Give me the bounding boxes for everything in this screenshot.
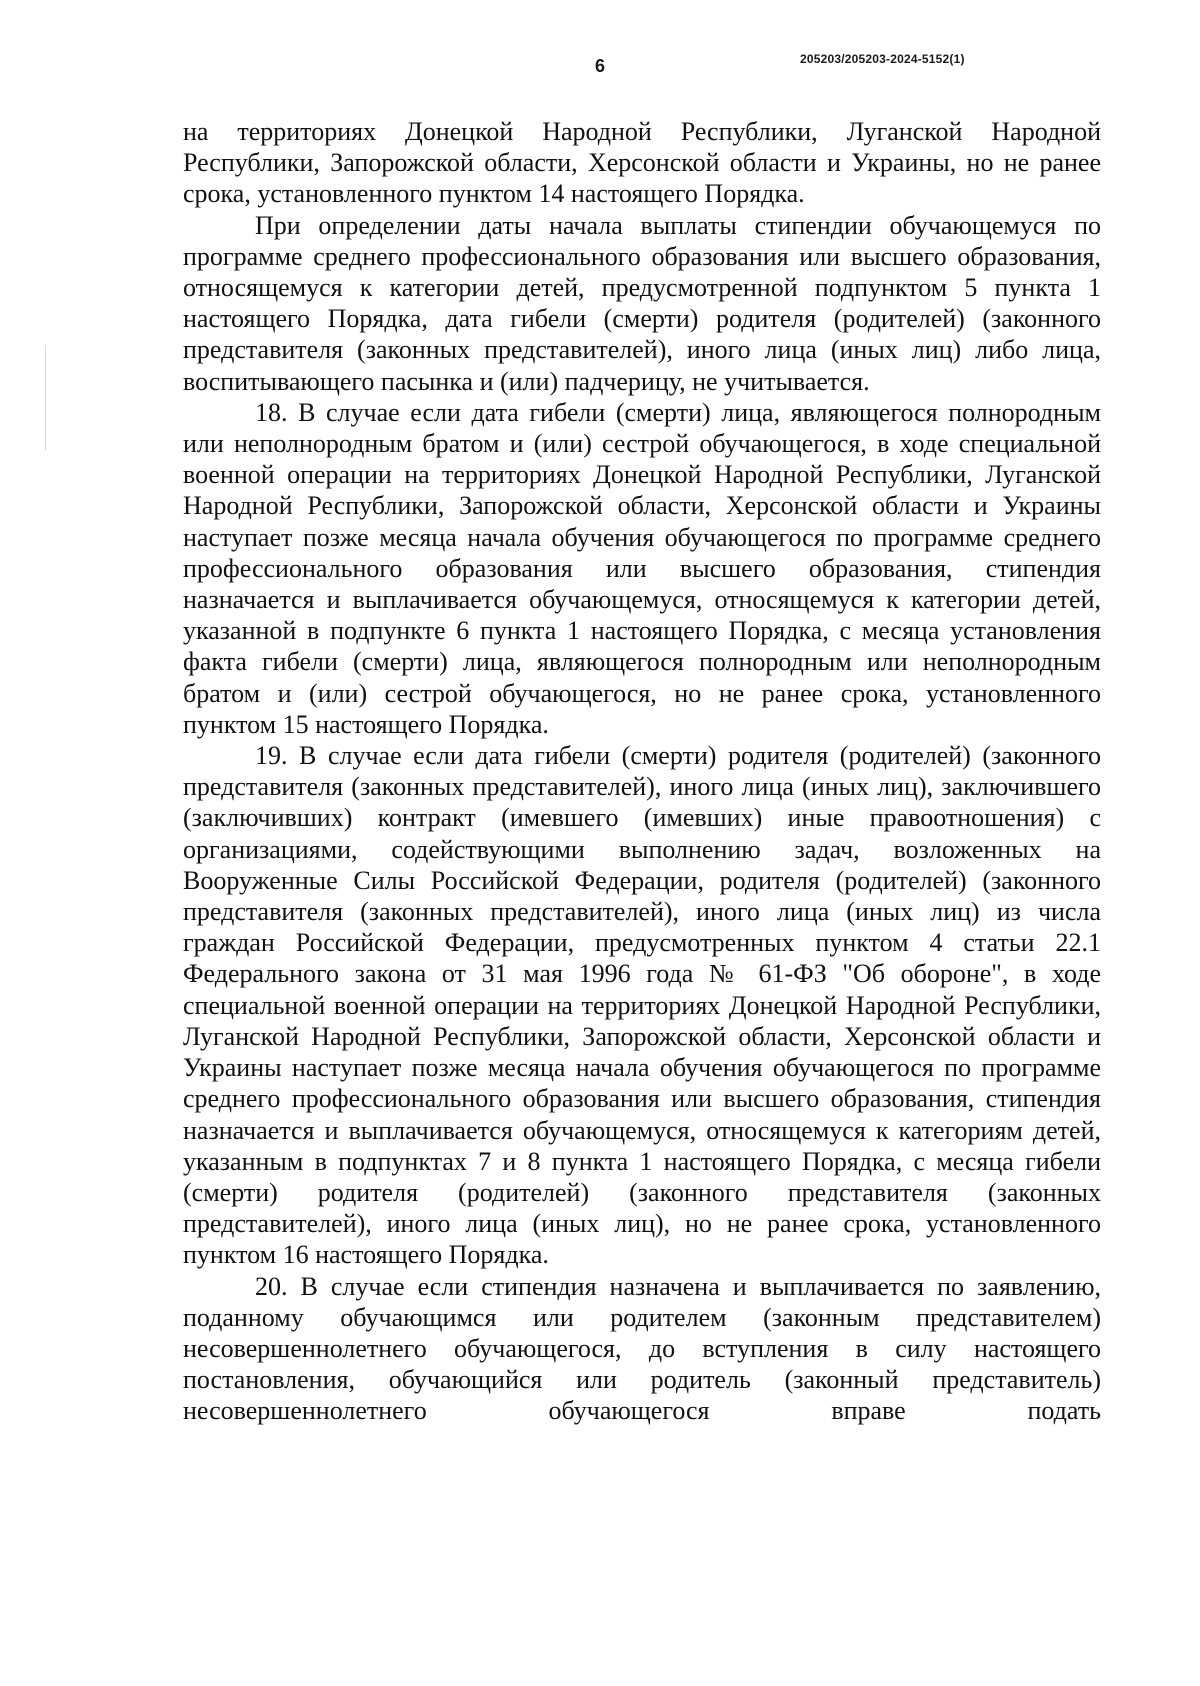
document-id: 205203/205203-2024-5152(1): [800, 52, 965, 66]
paragraph-19: 19. В случае если дата гибели (смерти) родителя (родителей) (законного представителя (законных представителей), иного лица (иных лиц), заключившего (заключивших) контракт (имевшего (имевших) иные правоотношения) с организациями, содействующими выполнению задач, возложенных на Вооруженные Силы Российской Федерации, родителя (родителей) (законного представителя (законных представителей), иного лица (иных лиц) из числа граждан Российской Федерации, предусмотренных пунктом 4 статьи 22.1 Федерального закона от 31 мая 1996 года № 61-ФЗ "Об обороне", в ходе специальной военной операции на территориях Донецкой Народной Республики, Луганской Народной Республики, Запорожской области, Херсонской области и Украины наступает позже месяца начала обучения обучающегося по программе среднего профессионального образования или высшего образования, стипендия назначается и выплачивается обучающемуся, относящемуся к категориям детей, указанным в подпунктах 7 и 8 пункта 1 настоящего Порядка, с месяца гибели (смерти) родителя (родителей) (законного представителя (законных представителей), иного лица (иных лиц), но не ранее срока, установленного пунктом 16 настоящего Порядка.: [183, 741, 1101, 1270]
paragraph-stipend-date: При определении даты начала выплаты стипендии обучающемуся по программе среднего профессионального образования или высшего образования, относящемуся к категории детей, предусмотренной подпунктом 5 пункта 1 настоящего Порядка, дата гибели (смерти) родителя (родителей) (законного представителя (законных представителей), иного лица (иных лиц) либо лица, воспитывающего пасынка и (или) падчерицу, не учитывается.: [183, 210, 1101, 396]
paragraph-18: 18. В случае если дата гибели (смерти) лица, являющегося полнородным или неполнородным братом и (или) сестрой обучающегося, в ходе специальной военной операции на территориях Донецкой Народной Республики, Луганской Народной Республики, Запорожской области, Херсонской области и Украины наступает позже месяца начала обучения обучающегося по программе среднего профессионального образования или высшего образования, стипендия назначается и выплачивается обучающемуся, относящемуся к категории детей, указанной в подпункте 6 пункта 1 настоящего Порядка, с месяца установления факта гибели (смерти) лица, являющегося полнородным или неполнородным братом и (или) сестрой обучающегося, но не ранее срока, установленного пунктом 15 настоящего Порядка.: [183, 397, 1101, 739]
paragraph-20: 20. В случае если стипендия назначена и выплачивается по заявлению, поданному обучающимся или родителем (законным представителем) несовершеннолетнего обучающегося, до вступления в силу настоящего постановления, обучающийся или родитель (законный представитель) несовершеннолетнего обучающегося вправе подать: [183, 1271, 1101, 1426]
page-number: 6: [594, 56, 605, 76]
paragraph-continuation: на территориях Донецкой Народной Республики, Луганской Народной Республики, Запорожской области, Херсонской области и Украины, но не ранее срока, установленного пунктом 14 настоящего Порядка.: [183, 117, 1101, 209]
document-body: [183, 116, 1101, 1427]
scan-margin-mark: [45, 345, 46, 450]
